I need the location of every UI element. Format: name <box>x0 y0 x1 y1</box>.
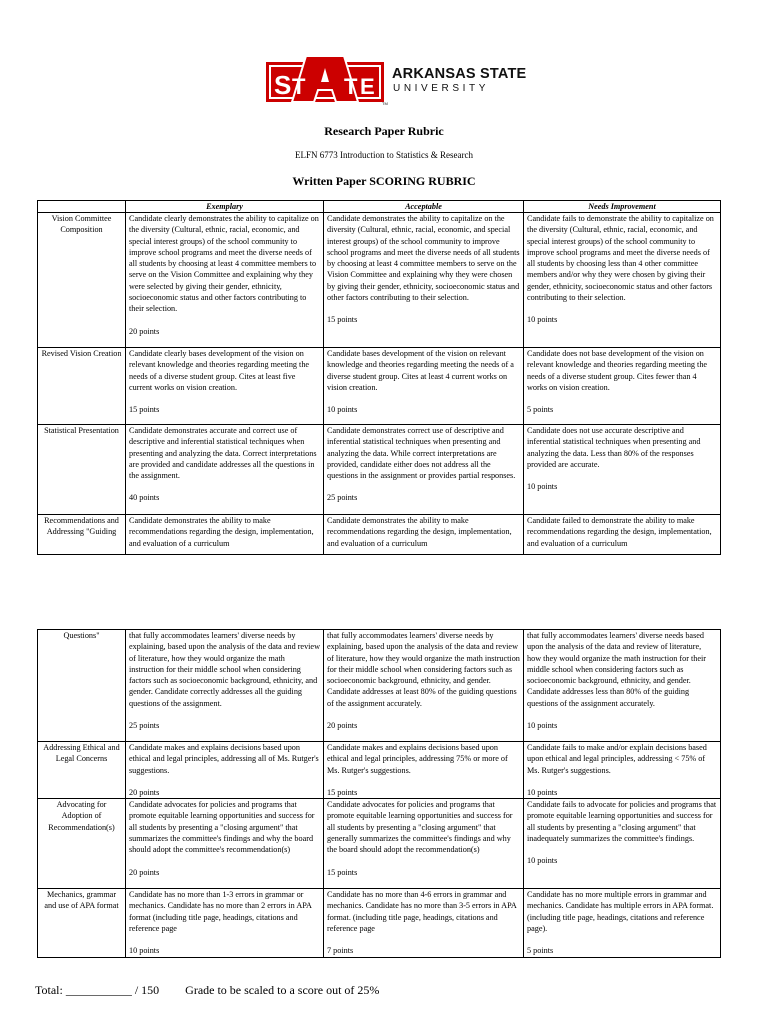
rubric-table-part1 <box>37 200 721 555</box>
logo-name-line2: UNIVERSITY <box>393 83 490 94</box>
svg-text:T: T <box>292 74 306 99</box>
cell-points: 20 points <box>129 326 160 336</box>
table-header-row <box>38 201 721 213</box>
cell-text: Candidate has no more multiple errors in grammar and mechanics. Candidate has multiple errors in APA format. (including title page, headings, citations and reference page). <box>527 890 714 934</box>
page-title: Research Paper Rubric <box>324 124 444 138</box>
cell-text: Candidate advocates for policies and programs that promote equitable learning opportunities and success for all students by presenting a "closing argument" that summarizes the committee's findings and why the board should adopt the committee's recommendation(s) <box>129 800 315 855</box>
rubric-table-part2 <box>37 629 721 958</box>
cell-text: Candidate fails to make and/or explain decisions based upon ethical and legal principles, addressing < 75% of Ms. Rutger's suggestions. <box>527 743 707 775</box>
rubric-cell <box>524 889 721 957</box>
cell-points: 20 points <box>129 787 160 797</box>
svg-text:E: E <box>360 74 375 99</box>
total-score-line <box>35 983 379 998</box>
cell-points: 40 points <box>129 493 160 503</box>
table-row <box>38 889 721 957</box>
rubric-cell <box>126 742 324 799</box>
rubric-cell <box>126 515 324 555</box>
cell-points: 10 points <box>527 315 558 325</box>
rubric-cell <box>126 348 324 425</box>
logo-name-line1: ARKANSAS STATE <box>392 66 527 82</box>
cell-points: 7 points <box>327 946 354 956</box>
table-row <box>38 348 721 425</box>
cell-points: 25 points <box>129 721 160 731</box>
criterion-cell: Advocating for Adoption of Recommendation(s) <box>38 799 126 889</box>
rubric-cell <box>126 799 324 889</box>
cell-points: 10 points <box>129 946 160 956</box>
rubric-cell <box>324 889 524 957</box>
column-header-exemplary: Exemplary <box>126 201 324 213</box>
table-row <box>38 515 721 555</box>
cell-points: 15 points <box>327 867 358 877</box>
rubric-cell <box>324 630 524 742</box>
cell-points: 10 points <box>527 721 558 731</box>
rubric-cell <box>126 889 324 957</box>
table-row <box>38 630 721 742</box>
criterion-cell: Vision Committee Composition <box>38 213 126 348</box>
cell-text: Candidate does not use accurate descriptive and inferential statistical techniques when presenting and analyzing the data. Less than 80% of the responses provided are accurate. <box>527 426 701 469</box>
cell-points: 10 points <box>527 787 558 797</box>
total-label: Total: ___________ / 150 <box>35 983 160 997</box>
svg-text:TM: TM <box>382 101 388 106</box>
table-row <box>38 799 721 889</box>
criterion-cell: Statistical Presentation <box>38 425 126 515</box>
logo-wordmark-s: S <box>274 70 292 100</box>
criterion-cell: Mechanics, grammar and use of APA format <box>38 889 126 957</box>
cell-text: Candidate clearly demonstrates the ability to capitalize on the diversity (Cultural, ethnic, racial, economic, and special interest groups) of the school community to improve school programs and meet the diverse needs of all students by choosing at least 4 committee members to serve on the Vision Committee and explaining why they were selected by giving their gender, ethnicity, socioeconomic status and other factors contributing to their selection. <box>129 214 319 314</box>
svg-text:T: T <box>344 74 358 99</box>
cell-points: 15 points <box>327 315 358 325</box>
criterion-cell: Addressing Ethical and Legal Concerns <box>38 742 126 799</box>
cell-text: Candidate failed to demonstrate the ability to make recommendations regarding the design, implementation, and evaluation of a curriculum <box>527 516 712 548</box>
rubric-cell <box>524 213 721 348</box>
criterion-cell: Recommendations and Addressing "Guiding <box>38 515 126 555</box>
cell-points: 20 points <box>129 867 160 877</box>
column-header-criterion <box>38 201 126 213</box>
cell-text: Candidate demonstrates accurate and correct use of descriptive and inferential statistical techniques when presenting and analyzing the data. Correct interpretations are provided and candidate addresses all the questions in the assignment. <box>129 426 317 481</box>
cell-points: 25 points <box>327 493 358 503</box>
rubric-cell <box>324 742 524 799</box>
cell-points: 15 points <box>327 787 358 797</box>
cell-text: Candidate demonstrates the ability to capitalize on the diversity (Cultural, ethnic, racial, economic, and special interest groups) of the school community to improve school programs and meet the diverse needs of all students by choosing at least 4 committee members to serve on the Vision Committee and explaining why they were chosen by giving their gender, ethnicity, socioeconomic status and other factors contributing to their selection. <box>327 214 520 303</box>
cell-points: 10 points <box>527 482 558 492</box>
cell-text: Candidate has no more than 4-6 errors in grammar and mechanics. Candidate has no more than 3-5 errors in APA format. (including title page, headings, citations and reference page <box>327 890 517 934</box>
cell-text: that fully accommodates learners' diverse needs based upon the analysis of the data and review of literature, how they would organize the math instruction for their middle school when considering factors such as socioeconomic background, ethnicity, and gender. Candidate addresses less than 80% of the guiding questions of the assignment accurately. <box>527 631 707 708</box>
rubric-cell <box>126 425 324 515</box>
table-row <box>38 425 721 515</box>
course-name: ELFN 6773 Introduction to Statistics & Research <box>295 150 473 160</box>
rubric-subtitle: Written Paper SCORING RUBRIC <box>292 174 476 188</box>
rubric-cell <box>126 213 324 348</box>
cell-text: Candidate advocates for policies and programs that promote equitable learning opportunities and success for all students by presenting a "closing argument" that generally summarizes the committee's findings and why the board should adopt the recommendation(s) <box>327 800 513 855</box>
cell-text: Candidate bases development of the vision on relevant knowledge and theories regarding meeting the needs of a diverse student group. Cites at least 4 current works on vision creation. <box>327 349 514 392</box>
cell-points: 5 points <box>527 946 554 956</box>
criterion-cell: Revised Vision Creation <box>38 348 126 425</box>
cell-text: Candidate demonstrates the ability to make recommendations regarding the design, implementation, and evaluation of a curriculum <box>129 516 314 548</box>
table-row <box>38 213 721 348</box>
cell-text: Candidate does not base development of the vision on relevant knowledge and theories regarding meeting the needs of a diverse student group. Cites fewer than 4 works on vision creation. <box>527 349 708 392</box>
criterion-cell: Questions" <box>38 630 126 742</box>
rubric-cell <box>324 348 524 425</box>
cell-text: that fully accommodates learners' diverse needs by explaining, based upon the analysis of the data and review of literature, how they would organize the math instruction for their middle school when considering factors such as socioeconomic background, ethnicity, and gender. Candidate addresses at least 80% of the guiding questions of the assignment accurately. <box>327 631 520 708</box>
cell-text: Candidate demonstrates the ability to make recommendations regarding the design, implementation, and evaluation of a curriculum <box>327 516 512 548</box>
cell-points: 5 points <box>527 405 554 415</box>
cell-text: Candidate has no more than 1-3 errors in grammar or mechanics. Candidate has no more than 2 errors in APA format (including title page, headings, citations and reference page <box>129 890 312 934</box>
rubric-cell <box>324 213 524 348</box>
cell-text: Candidate clearly bases development of the vision on relevant knowledge and theories regarding meeting the needs of a diverse student group. Cites at least five current works on vision creation. <box>129 349 310 392</box>
rubric-cell <box>524 515 721 555</box>
rubric-cell <box>324 515 524 555</box>
cell-points: 20 points <box>327 721 358 731</box>
cell-text: Candidate fails to demonstrate the ability to capitalize on the diversity (Cultural, ethnic, racial, economic, and special interest groups) of the school community to improve school programs and meet the diverse needs of all students by choosing less than 4 other committee members and/or why they were chosen by giving their gender, ethnicity, socioeconomic status and other factors contributing to their selection. <box>527 214 714 303</box>
rubric-cell <box>324 425 524 515</box>
column-header-needs-improvement: Needs Improvement <box>524 201 721 213</box>
cell-text: that fully accommodates learners' diverse needs by explaining, based upon the analysis of the data and review of literature, how they would organize the math instruction for their middle school when considering factors such as socioeconomic background, ethnicity, and gender. Candidate correctly addresses all the guiding questions of the assignment. <box>129 631 320 708</box>
university-logo <box>266 56 506 108</box>
rubric-cell <box>524 799 721 889</box>
grade-scale-note: Grade to be scaled to a score out of 25% <box>185 983 380 997</box>
rubric-cell <box>126 630 324 742</box>
cell-points: 10 points <box>527 856 558 866</box>
rubric-cell <box>324 799 524 889</box>
rubric-cell <box>524 630 721 742</box>
cell-text: Candidate makes and explains decisions based upon ethical and legal principles, addressing all of Ms. Rutger's suggestions. <box>129 743 319 775</box>
column-header-acceptable: Acceptable <box>324 201 524 213</box>
cell-text: Candidate fails to advocate for policies and programs that promote equitable learning opportunities and success for all students by presenting a "closing argument" that inadequately summarizes the committee's findings. <box>527 800 717 844</box>
rubric-cell <box>524 348 721 425</box>
cell-points: 10 points <box>327 405 358 415</box>
cell-points: 15 points <box>129 405 160 415</box>
rubric-cell <box>524 742 721 799</box>
cell-text: Candidate makes and explains decisions based upon ethical and legal principles, addressing 75% or more of Ms. Rutger's suggestions. <box>327 743 508 775</box>
table-row <box>38 742 721 799</box>
cell-text: Candidate demonstrates correct use of descriptive and inferential statistical techniques when presenting and analyzing the data. While correct interpretations are provided, candidate either does not address all the questions in the assignment or provides partial responses. <box>327 426 516 481</box>
rubric-cell <box>524 425 721 515</box>
